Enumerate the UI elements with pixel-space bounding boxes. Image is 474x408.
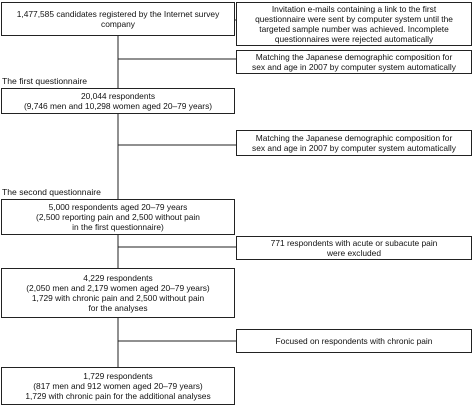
box-respondents-3-line: 1,729 with chronic pain and 2,500 without pain xyxy=(31,293,205,303)
box-invitation-line: questionnaires were rejected automatically xyxy=(274,34,434,44)
box-invitation-line: Invitation e-mails containing a link to the first xyxy=(271,4,437,14)
label-first-questionnaire: The first questionnaire xyxy=(2,76,88,86)
box-focused-line: Focused on respondents with chronic pain xyxy=(275,336,433,346)
box-invitation xyxy=(236,2,472,46)
box-matching-2-line: sex and age in 2007 by computer system automatically xyxy=(252,143,456,153)
box-excluded-line: 771 respondents with acute or subacute pain xyxy=(270,238,438,248)
box-respondents-4-line: 1,729 respondents xyxy=(83,371,153,381)
box-excluded xyxy=(236,236,472,260)
box-respondents-2-line: in the first questionnaire) xyxy=(72,222,164,232)
box-respondents-4 xyxy=(1,367,235,405)
box-respondents-3-line: for the analyses xyxy=(88,303,148,313)
box-respondents-3-line: 4,229 respondents xyxy=(83,273,153,283)
label-second-questionnaire: The second questionnaire xyxy=(2,187,101,197)
box-respondents-4-line: (817 men and 912 women aged 20–79 years) xyxy=(33,381,203,391)
box-respondents-1-line: (9,746 men and 10,298 women aged 20–79 years) xyxy=(23,101,213,111)
box-respondents-2 xyxy=(1,199,235,235)
box-invitation-line: questionnaire were sent by computer system until the xyxy=(255,14,453,24)
box-matching-1-line: sex and age in 2007 by computer system automatically xyxy=(252,62,456,72)
box-respondents-3-line: (2,050 men and 2,179 women aged 20–79 years) xyxy=(26,283,210,293)
box-matching-1-line: Matching the Japanese demographic composition for xyxy=(255,52,453,62)
box-respondents-3 xyxy=(1,268,235,318)
box-invitation-line: targeted sample number was achieved. Incomplete xyxy=(259,24,449,34)
box-focused xyxy=(236,329,472,353)
box-respondents-1 xyxy=(1,88,235,114)
box-candidates-line: company xyxy=(101,19,135,29)
box-candidates xyxy=(1,2,235,36)
box-matching-2-line: Matching the Japanese demographic composition for xyxy=(255,133,453,143)
box-matching-2 xyxy=(236,130,472,156)
box-respondents-2-line: 5,000 respondents aged 20–79 years xyxy=(48,202,188,212)
box-excluded-line: were excluded xyxy=(326,248,381,258)
box-respondents-2-line: (2,500 reporting pain and 2,500 without pain xyxy=(36,212,200,222)
box-respondents-4-line: 1,729 with chronic pain for the additional analyses xyxy=(25,391,211,401)
box-candidates-line: 1,477,585 candidates registered by the Internet survey xyxy=(16,9,220,19)
box-respondents-1-line: 20,044 respondents xyxy=(80,91,156,101)
box-matching-1 xyxy=(236,50,472,74)
